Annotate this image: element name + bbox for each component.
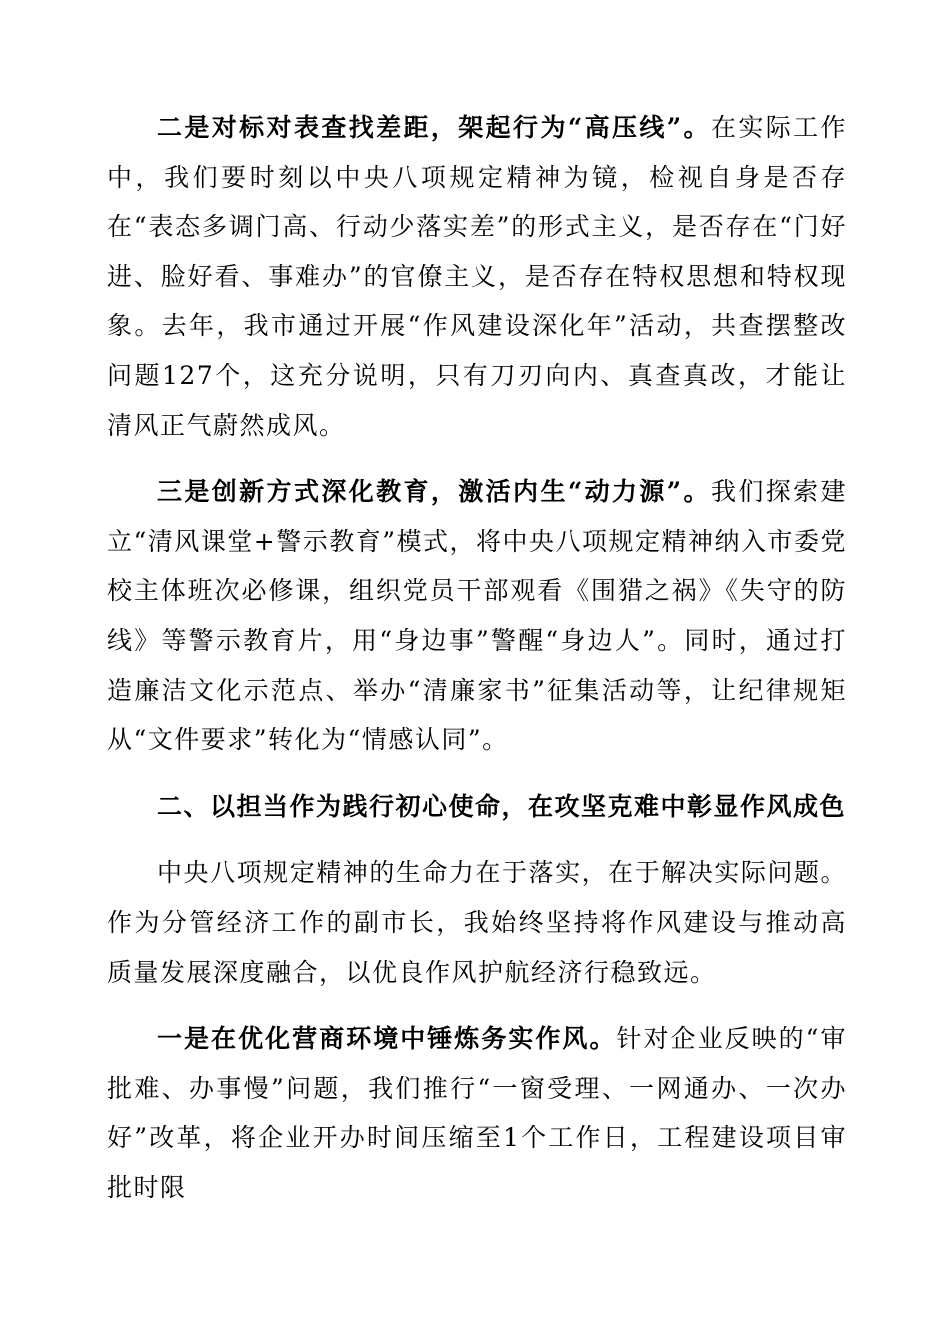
paragraph-lead: 二是对标对表查找差距，架起行为“高压线”。: [157, 113, 711, 142]
document-page: [107, 103, 847, 1229]
paragraph-body: 针对企业反映的“审批难、办事慢”问题，我们推行“一窗受理、一网通办、一次办好”改革，将企业开办时间压缩至1个工作日，工程建设项目审批时限: [107, 1024, 847, 1202]
paragraph-body: 在实际工作中，我们要时刻以中央八项规定精神为镜，检视自身是否存在“表态多调门高、行动少落实差”的形式主义，是否存在“门好进、脸好看、事难办”的官僚主义，是否存在特权思想和特权现象。去年，我市通过开展“作风建设深化年”活动，共查摆整改问题127个，这充分说明，只有刀刃向内、真查真改，才能让清风正气蔚然成风。: [107, 113, 847, 440]
paragraph-compare-standards: [107, 103, 847, 450]
paragraph-business-environment: [107, 1014, 847, 1212]
paragraph-body: 我们探索建立“清风课堂+警示教育”模式，将中央八项规定精神纳入市委党校主体班次必修课，组织党员干部观看《围猎之祸》《失守的防线》等警示教育片，用“身边事”警醒“身边人”。同时，通过打造廉洁文化示范点、举办“清廉家书”征集活动等，让纪律规矩从“文件要求”转化为“情感认同”。: [107, 477, 848, 755]
paragraph-section-intro: [107, 848, 847, 997]
paragraph-innovate-education: [107, 467, 847, 765]
paragraph-lead: 一是在优化营商环境中锤炼务实作风。: [157, 1024, 617, 1054]
paragraph-lead: 三是创新方式深化教育，激活内生“动力源”。: [157, 477, 711, 507]
paragraph-body: 中央八项规定精神的生命力在于落实，在于解决实际问题。作为分管经济工作的副市长，我始终坚持将作风建设与推动高质量发展深度融合，以优良作风护航经济行稳致远。: [107, 858, 847, 987]
section-heading: 二、以担当作为践行初心使命，在攻坚克难中彰显作风成色: [157, 791, 847, 821]
